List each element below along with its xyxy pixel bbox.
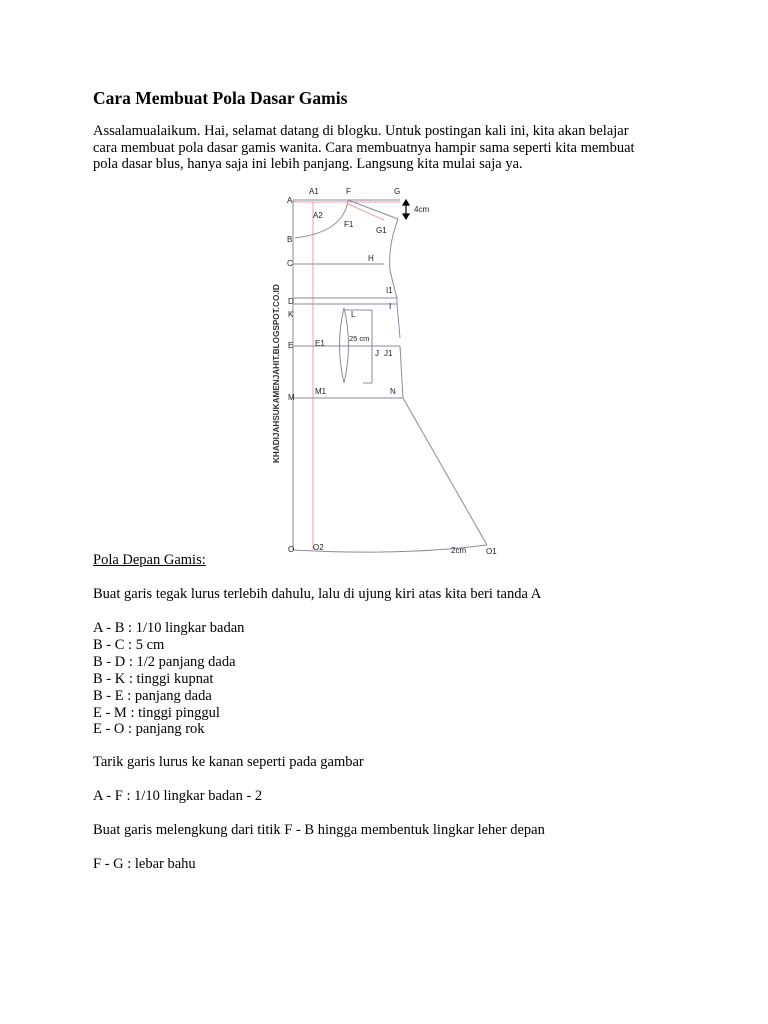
- label-n: N: [390, 387, 396, 396]
- label-o: O: [288, 545, 295, 554]
- intro-line: cara membuat pola dasar gamis wanita. Cara membuatnya hampir sama seperti kita membuat: [93, 139, 635, 156]
- side-seam-hip: [400, 346, 403, 398]
- measurement-list: [93, 620, 244, 738]
- instruction-text: Buat garis tegak lurus terlebih dahulu, lalu di ujung kiri atas kita beri tanda A: [93, 586, 542, 602]
- label-c: C: [287, 259, 293, 268]
- intro-paragraph: [93, 123, 693, 173]
- list-item: B - C : 5 cm: [93, 636, 165, 653]
- watermark-text: KHADIJAHSUKAMENJAHIT.BLOGSPOT.CO.ID: [272, 284, 281, 463]
- list-item: B - K : tinggi kupnat: [93, 670, 214, 687]
- label-25cm: 25 cm: [349, 334, 370, 343]
- label-l: L: [351, 310, 356, 319]
- label-g1: G1: [376, 226, 387, 235]
- label-i: I: [389, 302, 392, 311]
- label-m1: M1: [315, 387, 327, 396]
- label-e: E: [288, 341, 294, 350]
- label-g: G: [394, 187, 401, 196]
- label-b: B: [287, 235, 293, 244]
- list-item: E - O : panjang rok: [93, 721, 205, 738]
- label-i1: I1: [386, 286, 393, 295]
- label-j1: J1: [384, 349, 393, 358]
- label-f: F: [346, 187, 351, 196]
- instruction-text: Tarik garis lurus ke kanan seperti pada gambar: [93, 754, 364, 770]
- instruction-text: Buat garis melengkung dari titik F - B hingga membentuk lingkar leher depan: [93, 822, 545, 838]
- list-item: A - B : 1/10 lingkar badan: [93, 620, 245, 636]
- label-d: D: [288, 297, 294, 306]
- side-seam-mid: [397, 304, 400, 338]
- label-a1: A1: [309, 187, 319, 196]
- pattern-figure: [260, 180, 520, 560]
- section-heading: Pola Depan Gamis:: [93, 552, 206, 568]
- list-item: B - E : panjang dada: [93, 687, 212, 704]
- label-o1: O1: [486, 547, 497, 556]
- instruction-text: F - G : lebar bahu: [93, 856, 196, 872]
- label-m: M: [288, 393, 295, 402]
- label-o2: O2: [313, 543, 324, 552]
- shoulder-line: [348, 200, 398, 219]
- instruction-text: A - F : 1/10 lingkar badan - 2: [93, 788, 263, 804]
- label-e1: E1: [315, 339, 325, 348]
- label-h: H: [368, 254, 374, 263]
- label-a: A: [287, 196, 293, 205]
- label-2cm: 2cm: [451, 546, 467, 555]
- list-item: B - D : 1/2 panjang dada: [93, 653, 236, 670]
- list-item: E - M : tinggi pinggul: [93, 704, 220, 721]
- pattern-diagram: [260, 180, 520, 560]
- label-f1: F1: [344, 220, 354, 229]
- label-j: J: [375, 349, 379, 358]
- intro-line: pola dasar blus, hanya saja ini lebih panjang. Langsung kita mulai saja ya.: [93, 156, 523, 173]
- label-a2: A2: [313, 211, 323, 220]
- skirt-flare-line: [403, 398, 487, 545]
- intro-line: Assalamualaikum. Hai, selamat datang di blogku. Untuk postingan kali ini, kita akan belajar: [93, 123, 629, 139]
- label-k: K: [288, 310, 294, 319]
- page-title: Cara Membuat Pola Dasar Gamis: [93, 88, 348, 108]
- label-4cm: 4cm: [414, 205, 430, 214]
- measure-arrow-icon: [403, 200, 409, 219]
